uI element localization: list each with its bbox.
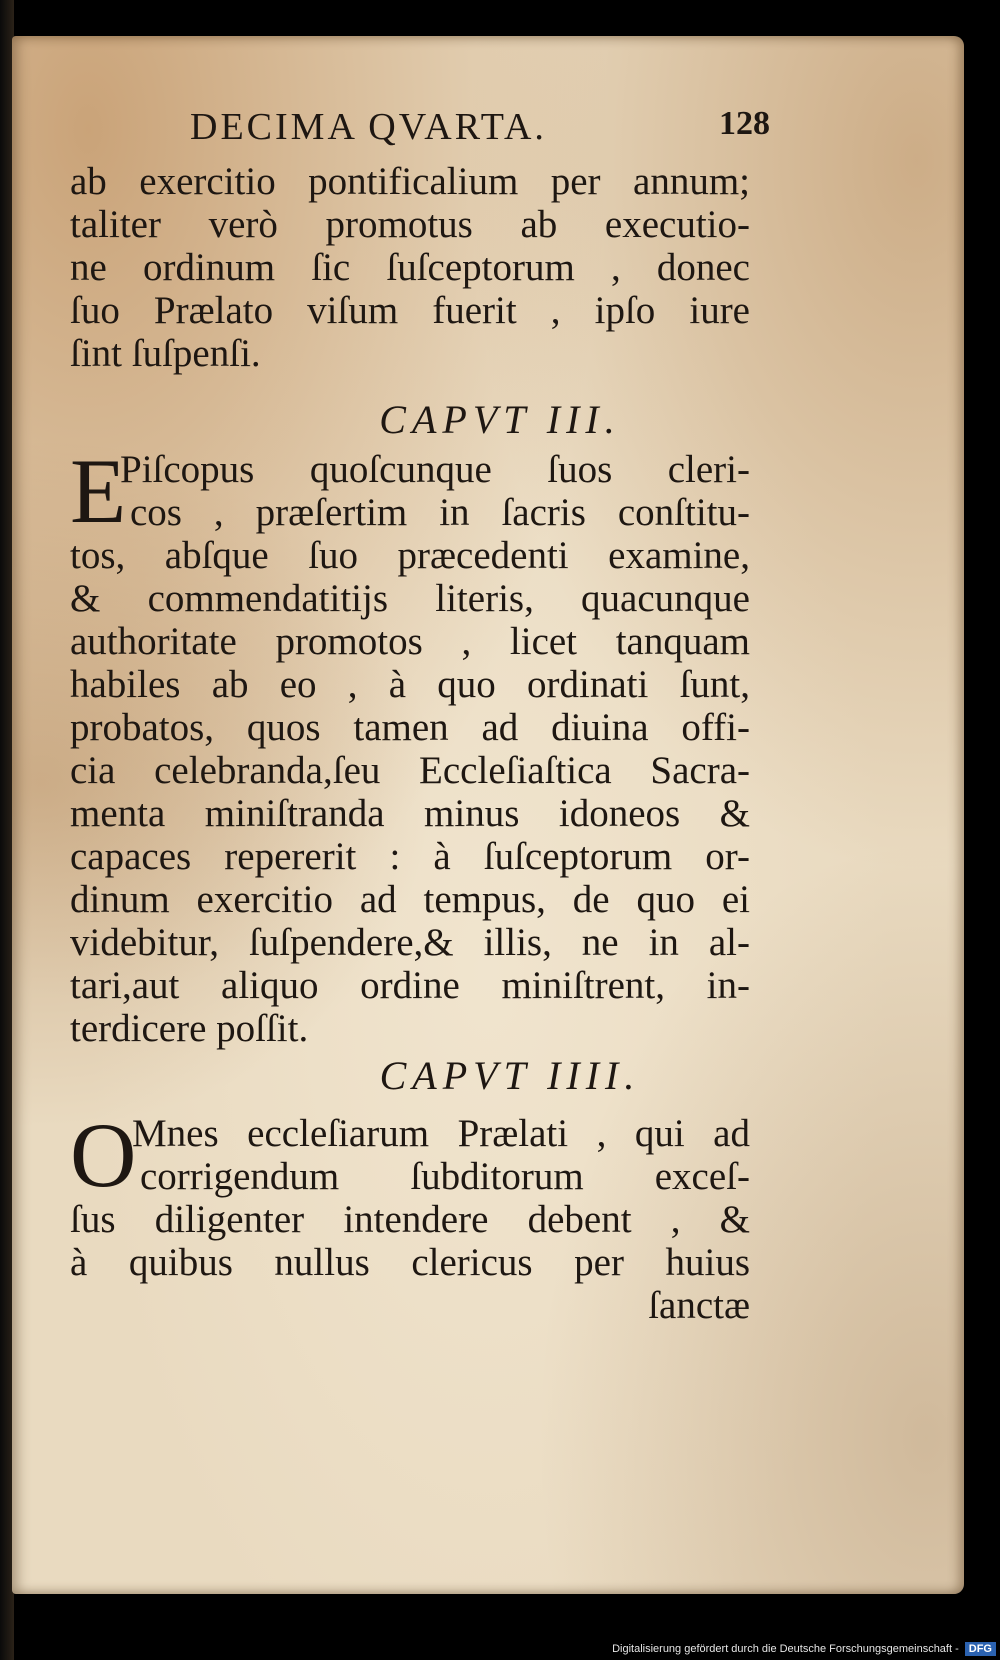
- text-line: cia celebranda,ſeu Eccleſiaſtica Sacra-: [70, 749, 750, 792]
- catchword: ſanctæ: [648, 1284, 750, 1327]
- text-line: corrigendum ſubditorum exceſ-: [140, 1155, 750, 1198]
- text-line: dinum exercitio ad tempus, de quo ei: [70, 878, 750, 921]
- text-line: ab exercitio pontificalium per annum;: [70, 160, 750, 203]
- text-line: tari,aut aliquo ordine miniſtrent, in-: [70, 964, 750, 1007]
- text-line: probatos, quos tamen ad diuina offi-: [70, 706, 750, 749]
- text-line: ſus diligenter intendere debent , &: [70, 1198, 750, 1241]
- text-line: cos , præſertim in ſacris conſtitu-: [130, 491, 750, 534]
- dfg-logo: DFG: [965, 1642, 996, 1656]
- text-line: menta miniſtranda minus idoneos &: [70, 792, 750, 835]
- text-line: taliter verò promotus ab executio-: [70, 203, 750, 246]
- drop-cap: O: [70, 1104, 137, 1206]
- text-line: capaces repererit : à ſuſceptorum or-: [70, 835, 750, 878]
- text-line: tos, abſque ſuo præcedenti examine,: [70, 534, 750, 577]
- page-number: 128: [719, 105, 770, 142]
- chapter-heading-4: CAPVT IIII.: [379, 1053, 641, 1098]
- text-line: & commendatitijs literis, quacunque: [70, 577, 750, 620]
- text-line: ne ordinum ſic ſuſceptorum , donec: [70, 246, 750, 289]
- text-line: Mnes eccleſiarum Prælati , qui ad: [132, 1112, 750, 1155]
- chapter-heading-3: CAPVT III.: [379, 397, 621, 442]
- paragraph-1: [70, 160, 750, 375]
- credit-text: Digitalisierung gefördert durch die Deutsche Forschungsgemeinschaft -: [612, 1643, 959, 1655]
- text-line: habiles ab eo , à quo ordinati ſunt,: [70, 663, 750, 706]
- page-header: [190, 105, 770, 155]
- text-line: à quibus nullus clericus per huius: [70, 1241, 750, 1284]
- running-title: DECIMA QVARTA.: [190, 106, 547, 148]
- digitization-credit: [530, 1638, 1000, 1660]
- text-line: Piſcopus quoſcunque ſuos cleri-: [120, 448, 750, 491]
- text-line: videbitur, ſuſpendere,& illis, ne in al-: [70, 921, 750, 964]
- text-line: authoritate promotos , licet tanquam: [70, 620, 750, 663]
- drop-cap: E: [70, 440, 127, 542]
- text-line: ſint ſuſpenſi.: [70, 332, 261, 375]
- text-line: ſuo Prælato viſum fuerit , ipſo iure: [70, 289, 750, 332]
- text-line: terdicere poſſit.: [70, 1007, 309, 1050]
